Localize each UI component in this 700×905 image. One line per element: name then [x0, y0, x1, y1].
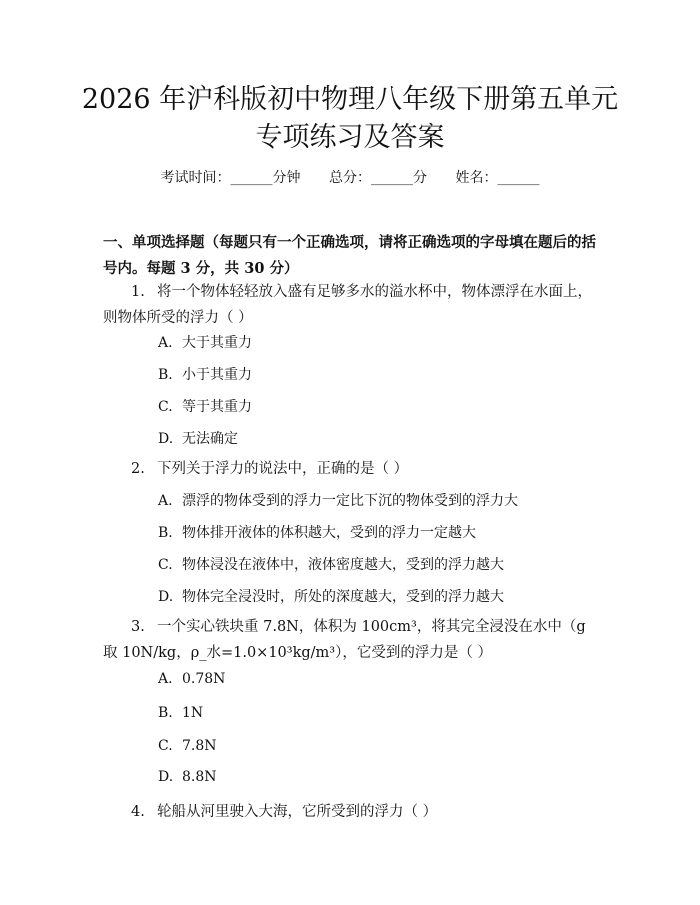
question-text: 下列关于浮力的说法中，正确的是（ ）	[157, 461, 409, 477]
option-letter: D.	[158, 431, 174, 447]
option	[158, 587, 608, 607]
option-letter: A.	[158, 493, 173, 509]
option-letter: C.	[158, 399, 173, 415]
option-text: 物体完全浸没时，所处的深度越大，受到的浮力越大	[182, 589, 504, 605]
option-text: 0.78N	[182, 671, 226, 687]
question-number: 3.	[131, 619, 145, 635]
option-text: 无法确定	[182, 431, 238, 447]
option-text: 8.8N	[182, 769, 217, 785]
question-number: 4.	[131, 804, 145, 820]
option	[158, 333, 608, 353]
student-name: 姓名：______	[455, 170, 540, 186]
option-letter: B.	[158, 367, 173, 383]
option-text: 小于其重力	[182, 367, 252, 383]
option-text: 大于其重力	[182, 335, 252, 351]
option-text: 1N	[182, 705, 204, 721]
question-number: 1.	[131, 284, 145, 300]
question-text: 轮船从河里驶入大海，它所受到的浮力（ ）	[157, 804, 438, 820]
option	[158, 767, 608, 787]
option	[158, 736, 608, 756]
option-text: 7.8N	[182, 738, 217, 754]
option-letter: A.	[158, 671, 173, 687]
question	[103, 614, 603, 666]
option	[158, 669, 608, 689]
title-line-1: 2026 年沪科版初中物理八年级下册第五单元	[81, 84, 619, 115]
option-letter: D.	[158, 769, 174, 785]
option-text: 等于其重力	[182, 399, 252, 415]
option-letter: C.	[158, 738, 173, 754]
question	[103, 456, 603, 482]
question	[103, 799, 603, 825]
option-text: 物体排开液体的体积越大，受到的浮力一定越大	[182, 525, 476, 541]
option	[158, 555, 608, 575]
title-line-2: 专项练习及答案	[255, 122, 445, 153]
option-text: 物体浸没在液体中，液体密度越大，受到的浮力越大	[182, 557, 504, 573]
section-heading: 一、单项选择题（每题只有一个正确选项，请将正确选项的字母填在题后的括号内。每题 3 分，共 30 分）	[103, 234, 596, 277]
exam-time: 考试时间：______分钟	[160, 170, 301, 186]
option	[158, 523, 608, 543]
option-text: 漂浮的物体受到的浮力一定比下沉的物体受到的浮力大	[182, 493, 518, 509]
option	[158, 365, 608, 385]
option-letter: D.	[158, 589, 174, 605]
option-letter: C.	[158, 557, 173, 573]
question-text: 一个实心铁块重 7.8N，体积为 100cm³，将其完全浸没在水中（g 取 10N/kg，ρ_水=1.0×10³kg/m³），它受到的浮力是（ ）	[103, 619, 586, 661]
option	[158, 703, 608, 723]
exam-meta	[0, 168, 700, 188]
option-letter: B.	[158, 525, 173, 541]
option	[158, 429, 608, 449]
total-score: 总分：______分	[329, 170, 427, 186]
option-letter: A.	[158, 335, 173, 351]
question-text: 将一个物体轻轻放入盛有足够多水的溢水杯中，物体漂浮在水面上，则物体所受的浮力（ ）	[103, 284, 592, 326]
option-letter: B.	[158, 705, 173, 721]
question	[103, 279, 603, 331]
option	[158, 397, 608, 417]
option	[158, 491, 608, 511]
question-number: 2.	[131, 461, 145, 477]
